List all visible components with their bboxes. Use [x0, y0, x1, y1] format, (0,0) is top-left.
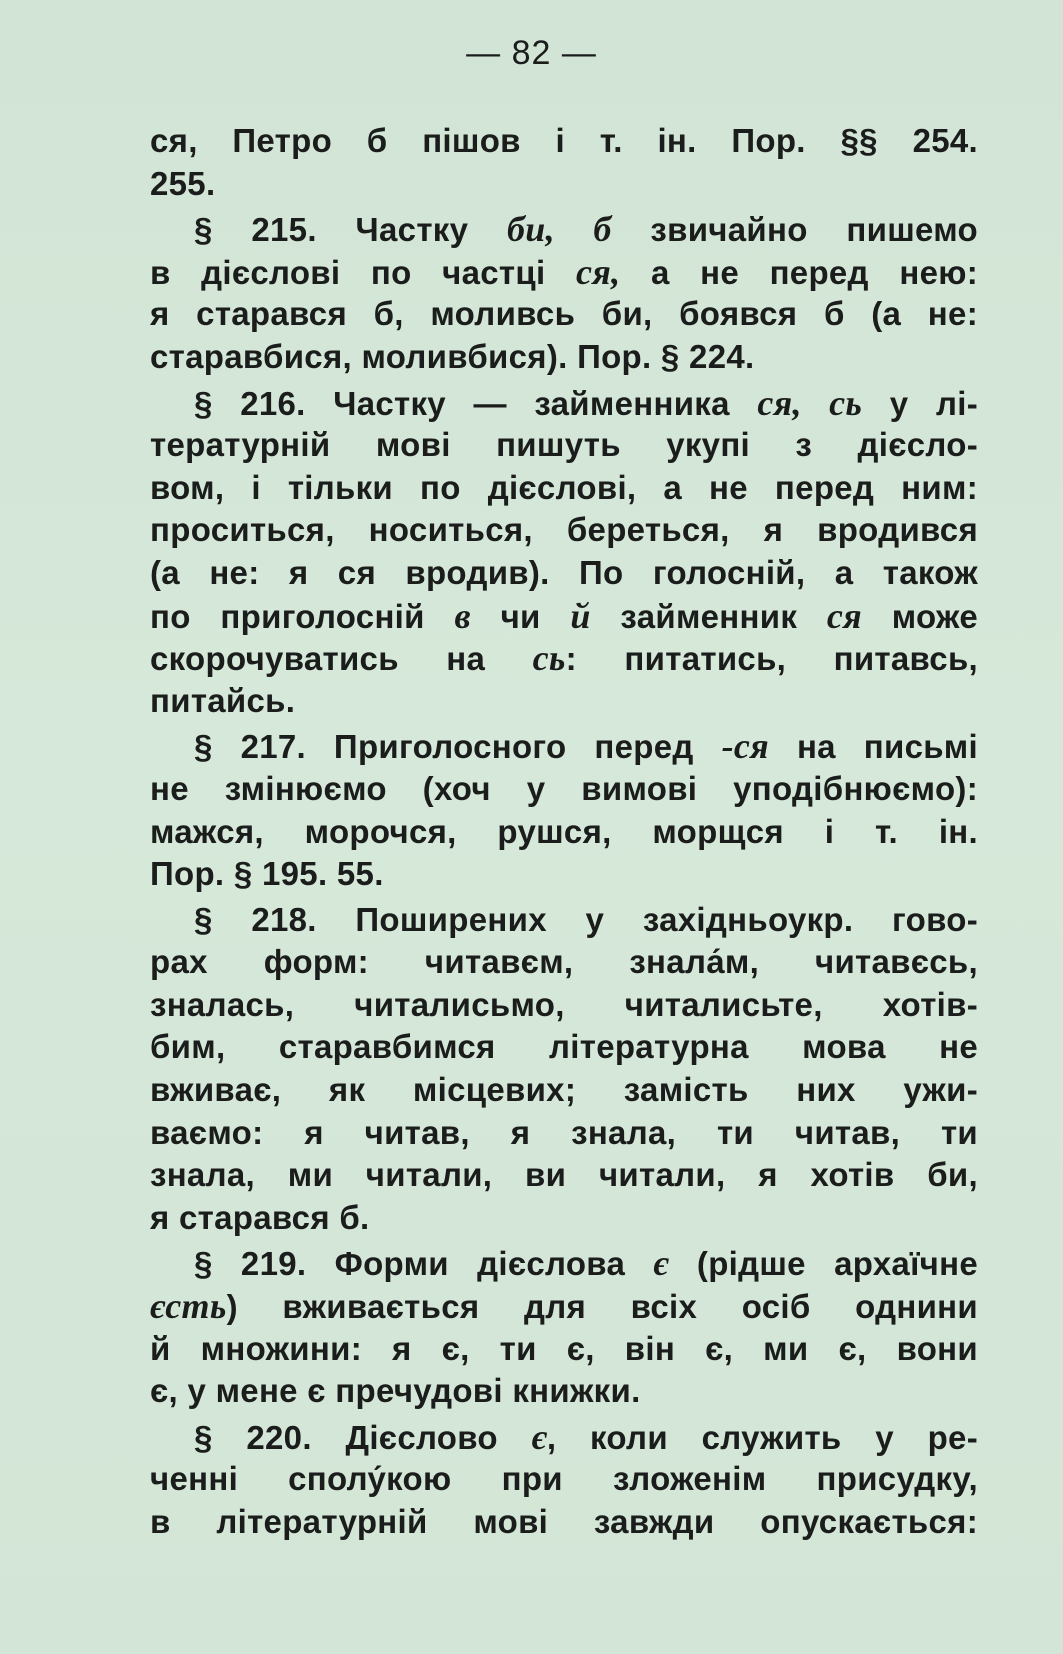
text-line: мажся, морочся, рушся, морщся і т. ін.	[150, 812, 978, 850]
text-line: скорочуватись на сь: питатись, питавсь,	[150, 638, 978, 679]
text-line: старавбися, моливбися). Пор. § 224.	[150, 337, 755, 375]
text-line: § 216. Частку — займенника ся, сь у лі-	[194, 382, 978, 423]
text-line: по приголосній в чи й займенник ся може	[150, 595, 978, 636]
text-line: § 215. Частку би, б звичайно пишемо	[194, 209, 978, 250]
italic-term: -ся	[721, 726, 770, 767]
italic-term: би, б	[506, 209, 612, 250]
text-line: не змінюємо (хоч у вимові уподібнюємо):	[150, 769, 978, 807]
text-line: § 219. Форми дієслова є (рідше архаїчне	[194, 1243, 979, 1284]
page-number: — 82 —	[466, 34, 597, 72]
text-line: ченні сполу́кою при зложенім присудку,	[150, 1460, 978, 1498]
italic-term: в	[454, 595, 471, 636]
body-text	[150, 120, 978, 1544]
text-line: в дієслові по частці ся, а не перед нею:	[150, 251, 979, 292]
text-line: рах форм: читавєм, знала́м, читавєсь,	[150, 943, 978, 981]
text-line: є, у мене є пречудові книжки.	[150, 1372, 641, 1410]
text-line: в літературній мові завжди опускається:	[150, 1503, 978, 1540]
text-line: § 218. Поширених у західньоукр. гово-	[194, 900, 978, 938]
text-line: (а не: я ся вродив). По голосній, а також	[150, 553, 978, 591]
text-line: вживає, як місцевих; замість них ужи-	[150, 1071, 978, 1109]
italic-term: є	[531, 1416, 547, 1457]
text-line: зналась, читалисьмо, читалисьте, хотів-	[150, 985, 978, 1023]
text-line: ся, Петро б пішов і т. ін. Пор. §§ 254.	[150, 122, 978, 159]
italic-term: й	[570, 595, 591, 636]
text-line: бим, старавбимся літературна мова не	[150, 1028, 978, 1066]
text-line: ваємо: я читав, я знала, ти читав, ти	[150, 1113, 978, 1151]
text-line: єсть) вживається для всіх осіб однини	[150, 1286, 978, 1327]
text-line: вом, і тільки по дієслові, а не перед ним:	[150, 468, 978, 506]
text-line: й множини: я є, ти є, він є, ми є, вони	[150, 1329, 978, 1367]
italic-term: сь	[532, 638, 566, 679]
text-line: питайсь.	[150, 681, 296, 719]
italic-term: ся	[826, 595, 863, 636]
text-line: знала, ми читали, ви читали, я хотів би,	[150, 1156, 978, 1194]
italic-term: єсть	[150, 1286, 227, 1327]
italic-term: є	[653, 1243, 669, 1284]
text-line: 255.	[150, 164, 216, 202]
text-line: тературній мові пишуть укупі з дієсло-	[150, 426, 978, 464]
text-line: Пор. § 195. 55.	[150, 855, 384, 893]
italic-term: ся,	[575, 251, 621, 292]
text-line: § 217. Приголосного перед -ся на письмі	[194, 726, 978, 767]
text-line: я старався б.	[150, 1198, 370, 1236]
text-line: проситься, носиться, береться, я вродився	[150, 511, 978, 549]
text-line: § 220. Дієслово є, коли служить у ре-	[194, 1416, 978, 1457]
text-line: я старався б, моливсь би, боявся б (а не:	[150, 295, 978, 333]
italic-term: ся, сь	[757, 382, 863, 423]
